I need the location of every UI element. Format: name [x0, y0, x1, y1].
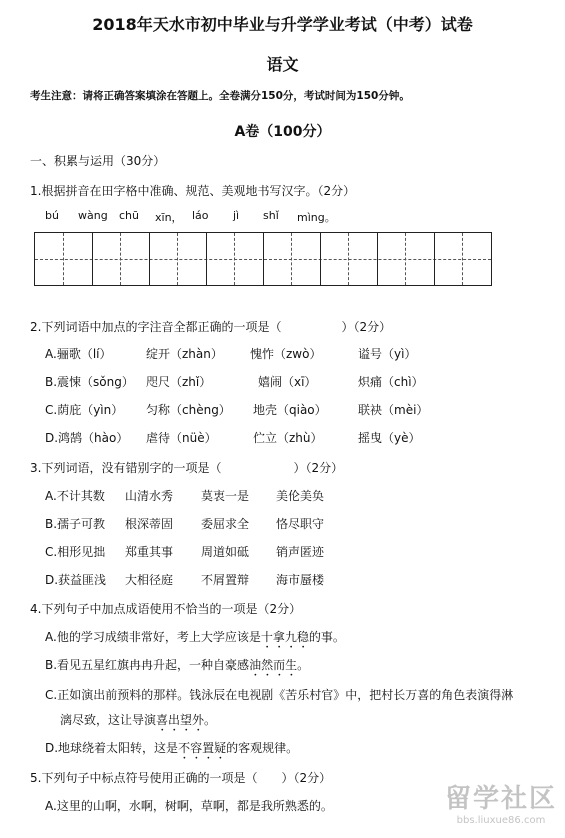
q3-option-a-2: 山清水秀	[125, 489, 174, 503]
q2-option-a-3: 愧怍（zwò）	[250, 347, 322, 361]
q2-option-a-4: 谥号（yì）	[358, 347, 417, 361]
q2-option-c-2: 匀称（chèng）	[146, 403, 231, 417]
q2-option-d-2: 虐待（nüè）	[146, 431, 217, 445]
q4-option-d	[45, 739, 298, 762]
q4-option-d-text: D.地球绕着太阳转，这是	[45, 741, 179, 755]
q4-option-b-text: B.看见五星红旗冉冉升起，一种自豪感	[45, 658, 250, 672]
pinyin-5: láo	[192, 209, 209, 222]
section-title: A卷（100分）	[234, 124, 331, 140]
question-3-stem: 3.下列词语，没有错别字的一项是（ ）（2分）	[30, 461, 344, 475]
pinyin-8: mìng。	[297, 211, 336, 224]
q3-option-d-3: 不屑置辩	[201, 573, 250, 587]
q3-option-b-3: 委屈求全	[201, 517, 250, 531]
q4-option-c-tail: 。	[204, 713, 217, 727]
q4-option-c-line1: C.正如演出前预料的那样。钱泳辰在电视剧《苦乐村官》中，把村长万喜的角色表演得淋	[45, 688, 514, 702]
q2-option-b-4: 炽痛（chì）	[358, 375, 424, 389]
q3-option-c-2: 郑重其事	[125, 545, 174, 559]
q2-option-d-4: 摇曳（yè）	[358, 431, 421, 445]
q3-option-b-4: 恪尽职守	[276, 517, 325, 531]
q4-option-a-text: A.他的学习成绩非常好，考上大学应该是	[45, 630, 261, 644]
grid-line	[434, 233, 435, 285]
watermark-url: bbs.liuxue86.com	[456, 815, 546, 826]
grid-line	[320, 233, 321, 285]
q3-option-c-1: C.相形见拙	[45, 545, 106, 559]
grid-line	[92, 233, 93, 285]
part-heading: 一、积累与运用（30分）	[30, 154, 166, 168]
q3-option-a-4: 美伦美奂	[276, 489, 325, 503]
q4-option-d-tail: 的客观规律。	[226, 741, 299, 755]
q3-option-b-1: B.孺子可教	[45, 517, 106, 531]
grid-line	[206, 233, 207, 285]
watermark-logo	[445, 778, 557, 826]
grid-line	[263, 233, 264, 285]
q2-option-c-4: 联袂（mèi）	[358, 403, 429, 417]
exam-subject: 语文	[266, 55, 299, 74]
exam-notice: 考生注意：请将正确答案填涂在答题上。全卷满分150分，考试时间为150分钟。	[30, 90, 410, 102]
pinyin-4: xīn，	[155, 211, 183, 224]
q2-option-b-3: 嬉闹（xī）	[258, 375, 317, 389]
q2-option-c-3: 地壳（qiào）	[253, 403, 327, 417]
watermark-text: 留学社区	[444, 784, 557, 814]
pinyin-6: jì	[233, 209, 240, 222]
q2-option-d-1: D.鸿鹄（hào）	[45, 431, 129, 445]
q2-option-c-1: C.荫庇（yìn）	[45, 403, 124, 417]
question-4-stem: 4.下列句子中加点成语使用不恰当的一项是（2分）	[30, 602, 302, 616]
writing-grid[interactable]	[34, 232, 492, 286]
q4-option-c-idiom: 喜出望外	[156, 713, 205, 727]
q4-option-a	[45, 628, 345, 651]
q2-option-d-3: 伫立（zhù）	[253, 431, 323, 445]
q2-option-b-2: 咫尺（zhǐ）	[146, 375, 212, 389]
pinyin-2: wàng	[78, 209, 108, 222]
pinyin-1: bú	[45, 209, 59, 222]
grid-dash	[462, 233, 463, 285]
question-5-stem: 5.下列句子中标点符号使用正确的一项是（ ）（2分）	[30, 771, 332, 785]
q3-option-c-4: 销声匿迹	[276, 545, 325, 559]
grid-dash	[120, 233, 121, 285]
q4-option-d-idiom: 不容置疑	[178, 741, 227, 755]
q4-option-a-idiom: 十拿九稳	[260, 630, 309, 644]
exam-title: 2018年天水市初中毕业与升学学业考试（中考）试卷	[92, 15, 473, 34]
q3-option-c-3: 周道如砥	[201, 545, 250, 559]
q3-option-d-2: 大相径庭	[125, 573, 174, 587]
q4-option-a-tail: 的事。	[308, 630, 345, 644]
q4-option-c-text: 漓尽致，这让导演	[60, 713, 157, 727]
q5-option-a: A.这里的山啊，水啊，树啊，草啊，都是我所熟悉的。	[45, 799, 333, 813]
q4-option-c-line2	[60, 711, 216, 734]
grid-line	[377, 233, 378, 285]
question-2-stem: 2.下列词语中加点的字注音全都正确的一项是（ ）（2分）	[30, 320, 392, 334]
pinyin-3: chū	[119, 209, 139, 222]
grid-dash	[348, 233, 349, 285]
grid-dash	[291, 233, 292, 285]
grid-line	[149, 233, 150, 285]
q4-option-b-tail: 。	[297, 658, 310, 672]
q2-option-b-1: B.震悚（sǒng）	[45, 375, 134, 389]
q3-option-d-4: 海市蜃楼	[276, 573, 325, 587]
q3-option-a-1: A.不计其数	[45, 489, 105, 503]
q4-option-b-idiom: 油然而生	[249, 658, 298, 672]
grid-dash	[234, 233, 235, 285]
grid-dash	[63, 233, 64, 285]
grid-dash	[405, 233, 406, 285]
q3-option-d-1: D.获益匪浅	[45, 573, 107, 587]
q3-option-a-3: 莫衷一是	[201, 489, 250, 503]
q2-option-a-1: A.骊歌（lí）	[45, 347, 112, 361]
question-1-stem: 1.根据拼音在田字格中准确、规范、美观地书写汉字。（2分）	[30, 184, 356, 198]
pinyin-7: shǐ	[263, 209, 279, 222]
q2-option-a-2: 绽开（zhàn）	[146, 347, 223, 361]
q3-option-b-2: 根深蒂固	[125, 517, 174, 531]
q4-option-b	[45, 656, 309, 679]
grid-dash	[177, 233, 178, 285]
